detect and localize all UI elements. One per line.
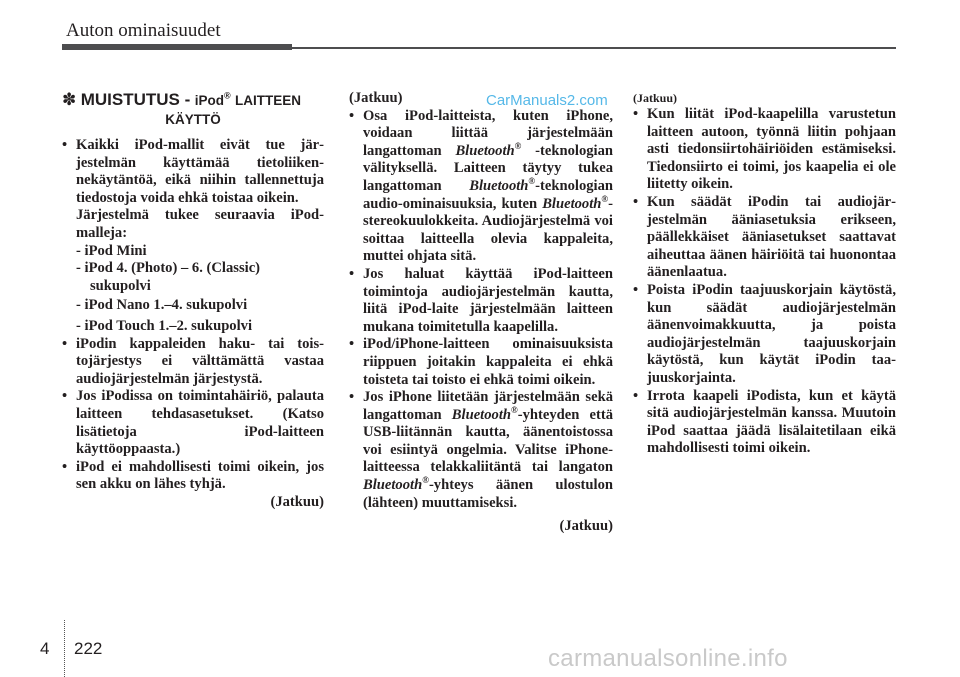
text-run: -teknologian välityksellä. Laitteen täytyy tukea langattoman xyxy=(363,142,613,194)
bullet-text xyxy=(363,389,613,512)
text-run: -teknologian audio-ominaisuuksia, kuten xyxy=(363,177,613,212)
bullet-text: Poista iPodin taajuuskorjain käytöstä, kun säädät audiojärjestelmän äänenvoimakkuutta, ja poista audiojärjestelmän taajuuskorjain käytöstä, kun käytät iPodin taajuuskorjainta. xyxy=(647,281,896,386)
model-item: - iPod Touch 1.–2. sukupolvi xyxy=(76,317,253,334)
list-item xyxy=(62,137,324,207)
header-title: Auton ominaisuudet xyxy=(66,20,221,41)
notice-heading xyxy=(62,90,324,129)
notice-reg: ® xyxy=(223,90,231,101)
reg-mark: ® xyxy=(601,193,609,204)
continued-label: (Jatkuu) xyxy=(559,518,613,535)
continued-top-label: (Jatkuu) xyxy=(633,91,678,105)
list-item xyxy=(62,459,324,494)
notice-word: MUISTUTUS - xyxy=(80,90,191,109)
bullet-text: Jos iPodissa on toimintahäiriö, palauta laitteen tehdasasetukset. (Katso lisätietoja iPod-laitteen käyttöoppaasta.) xyxy=(76,388,324,458)
page-number: 222 xyxy=(74,639,103,658)
reg-mark: ® xyxy=(422,475,429,486)
text-run: -yhteys äänen ulostulon (lähteen) muuttamiseksi. xyxy=(363,477,613,511)
text-run: -yhteyden että USB-liitännän kautta, äänentoistossa voi esiintyä ongelmia. Valitse iPhone-laitteessa telakkaliitäntä tai langaton xyxy=(363,406,613,476)
list-item xyxy=(62,336,324,389)
bullet-icon: • xyxy=(633,193,639,210)
footer-watermark[interactable]: carmanualsonline.info xyxy=(548,645,788,672)
list-item xyxy=(62,388,324,458)
notice-star-icon: ✽ xyxy=(62,90,77,109)
header-rule-thin xyxy=(292,47,896,49)
bluetooth-term: Bluetooth xyxy=(363,477,423,494)
model-item: - iPod Nano 1.–4. sukupolvi xyxy=(76,297,248,314)
list-item xyxy=(633,388,896,458)
bluetooth-term: Bluetooth xyxy=(469,177,529,194)
text-run: -stereokuulokkeita. Audiojärjestelmä voi soittaa laitteella olevia kappaleita, muttei ohjata sitä. xyxy=(363,195,613,265)
list-item xyxy=(349,266,613,336)
text-run: Osa iPod-laitteista, kuten iPhone, voidaan liittää järjestelmään langattoman xyxy=(363,107,613,159)
continued-top-label: (Jatkuu) xyxy=(349,90,403,106)
watermark-carmanuals2[interactable]: CarManuals2.com xyxy=(486,92,608,109)
bullet-text: iPod/iPhone-laitteen ominaisuuksista riippuen joitakin kappaleita ei ehkä toisteta tai toisto ei ehkä toimi oikein. xyxy=(363,336,613,388)
bullet-icon: • xyxy=(349,265,355,282)
bullet-text xyxy=(363,108,613,266)
bullet-text: iPodin kappaleiden haku- tai toistojärjestys ei välttämättä vastaa audiojärjestelmän järjestystä. xyxy=(76,335,324,387)
bullet-text: Kun säädät iPodin tai audiojärjestelmän ääniasetuksia erikseen, päällekkäiset ääniasetukset saattavat aiheuttaa äänen häiriöitä tai huonontaa äänenlaatua. xyxy=(647,193,896,281)
header-rule-thick xyxy=(62,44,292,50)
column-middle xyxy=(349,90,613,536)
reg-mark: ® xyxy=(528,176,536,187)
model-item: - iPod Mini xyxy=(76,242,147,259)
bluetooth-term: Bluetooth xyxy=(542,195,602,212)
bullet-text: Jos haluat käyttää iPod-laitteen toimintoja audiojärjestelmän kautta, liitä iPod-laite järjestelmään laitteen mukana toimitetulla kaapelilla. xyxy=(363,265,613,335)
bullet-icon: • xyxy=(633,281,639,298)
notice-ipod: iPod xyxy=(194,93,224,108)
bullet-icon: • xyxy=(349,107,355,124)
chapter-number: 4 xyxy=(40,639,50,658)
bullet-icon: • xyxy=(62,458,68,475)
list-item xyxy=(633,194,896,282)
column-left xyxy=(62,90,324,511)
notice-laitteen: LAITTEEN xyxy=(235,93,302,108)
text-run: Jos iPhone liitetään järjestelmään sekä langattoman xyxy=(363,389,613,423)
reg-mark: ® xyxy=(514,140,522,151)
column-right xyxy=(633,90,896,458)
bullet-text: Kun liität iPod-kaapelilla varustetun laitteen autoon, työnnä liitin pohjaan asti tiedonsiirtohäiriöiden estämiseksi. Tiedonsiirto ei toimi, jos kaapelia ei ole liitetty oikein. xyxy=(647,106,896,193)
bullet-icon: • xyxy=(349,389,355,406)
bluetooth-term: Bluetooth xyxy=(455,142,515,159)
bullet-icon: • xyxy=(633,106,639,122)
bullet-icon: • xyxy=(62,137,68,153)
bullet-icon: • xyxy=(349,336,355,353)
bluetooth-term: Bluetooth xyxy=(451,406,511,423)
list-item xyxy=(633,106,896,194)
model-item: - iPod 4. (Photo) – 6. (Classic) sukupolvi xyxy=(76,260,261,294)
bullet-text: iPod ei mahdollisesti toimi oikein, jos sen akku on lähes tyhjä. xyxy=(76,458,324,493)
footer-divider xyxy=(64,620,65,677)
continued-label: (Jatkuu) xyxy=(270,493,324,510)
sub-text: Järjestelmä tukee seuraavia iPod-malleja: xyxy=(76,207,324,241)
bullet-icon: • xyxy=(633,387,639,404)
notice-heading-line1 xyxy=(62,90,324,110)
bullet-icon: • xyxy=(62,335,68,352)
list-item xyxy=(349,108,613,266)
reg-mark: ® xyxy=(511,404,518,415)
bullet-text: Irrota kaapeli iPodista, kun et käytä sitä audiojärjestelmän kanssa. Muutoin iPod saattaa jäädä lisälaitetilaan eikä mahdollisesti toimi oikein. xyxy=(647,387,896,457)
notice-heading-line2: KÄYTTÖ xyxy=(165,112,221,127)
list-item xyxy=(349,389,613,512)
bullet-text: Kaikki iPod-mallit eivät tue järjestelmän käyttämää tietoliikennekäytäntöä, eikä niihin tallennettuja tiedostoja voida ehkä toistaa oikein. xyxy=(76,137,324,206)
list-item xyxy=(349,336,613,389)
bullet-icon: • xyxy=(62,388,68,405)
list-item xyxy=(633,282,896,388)
